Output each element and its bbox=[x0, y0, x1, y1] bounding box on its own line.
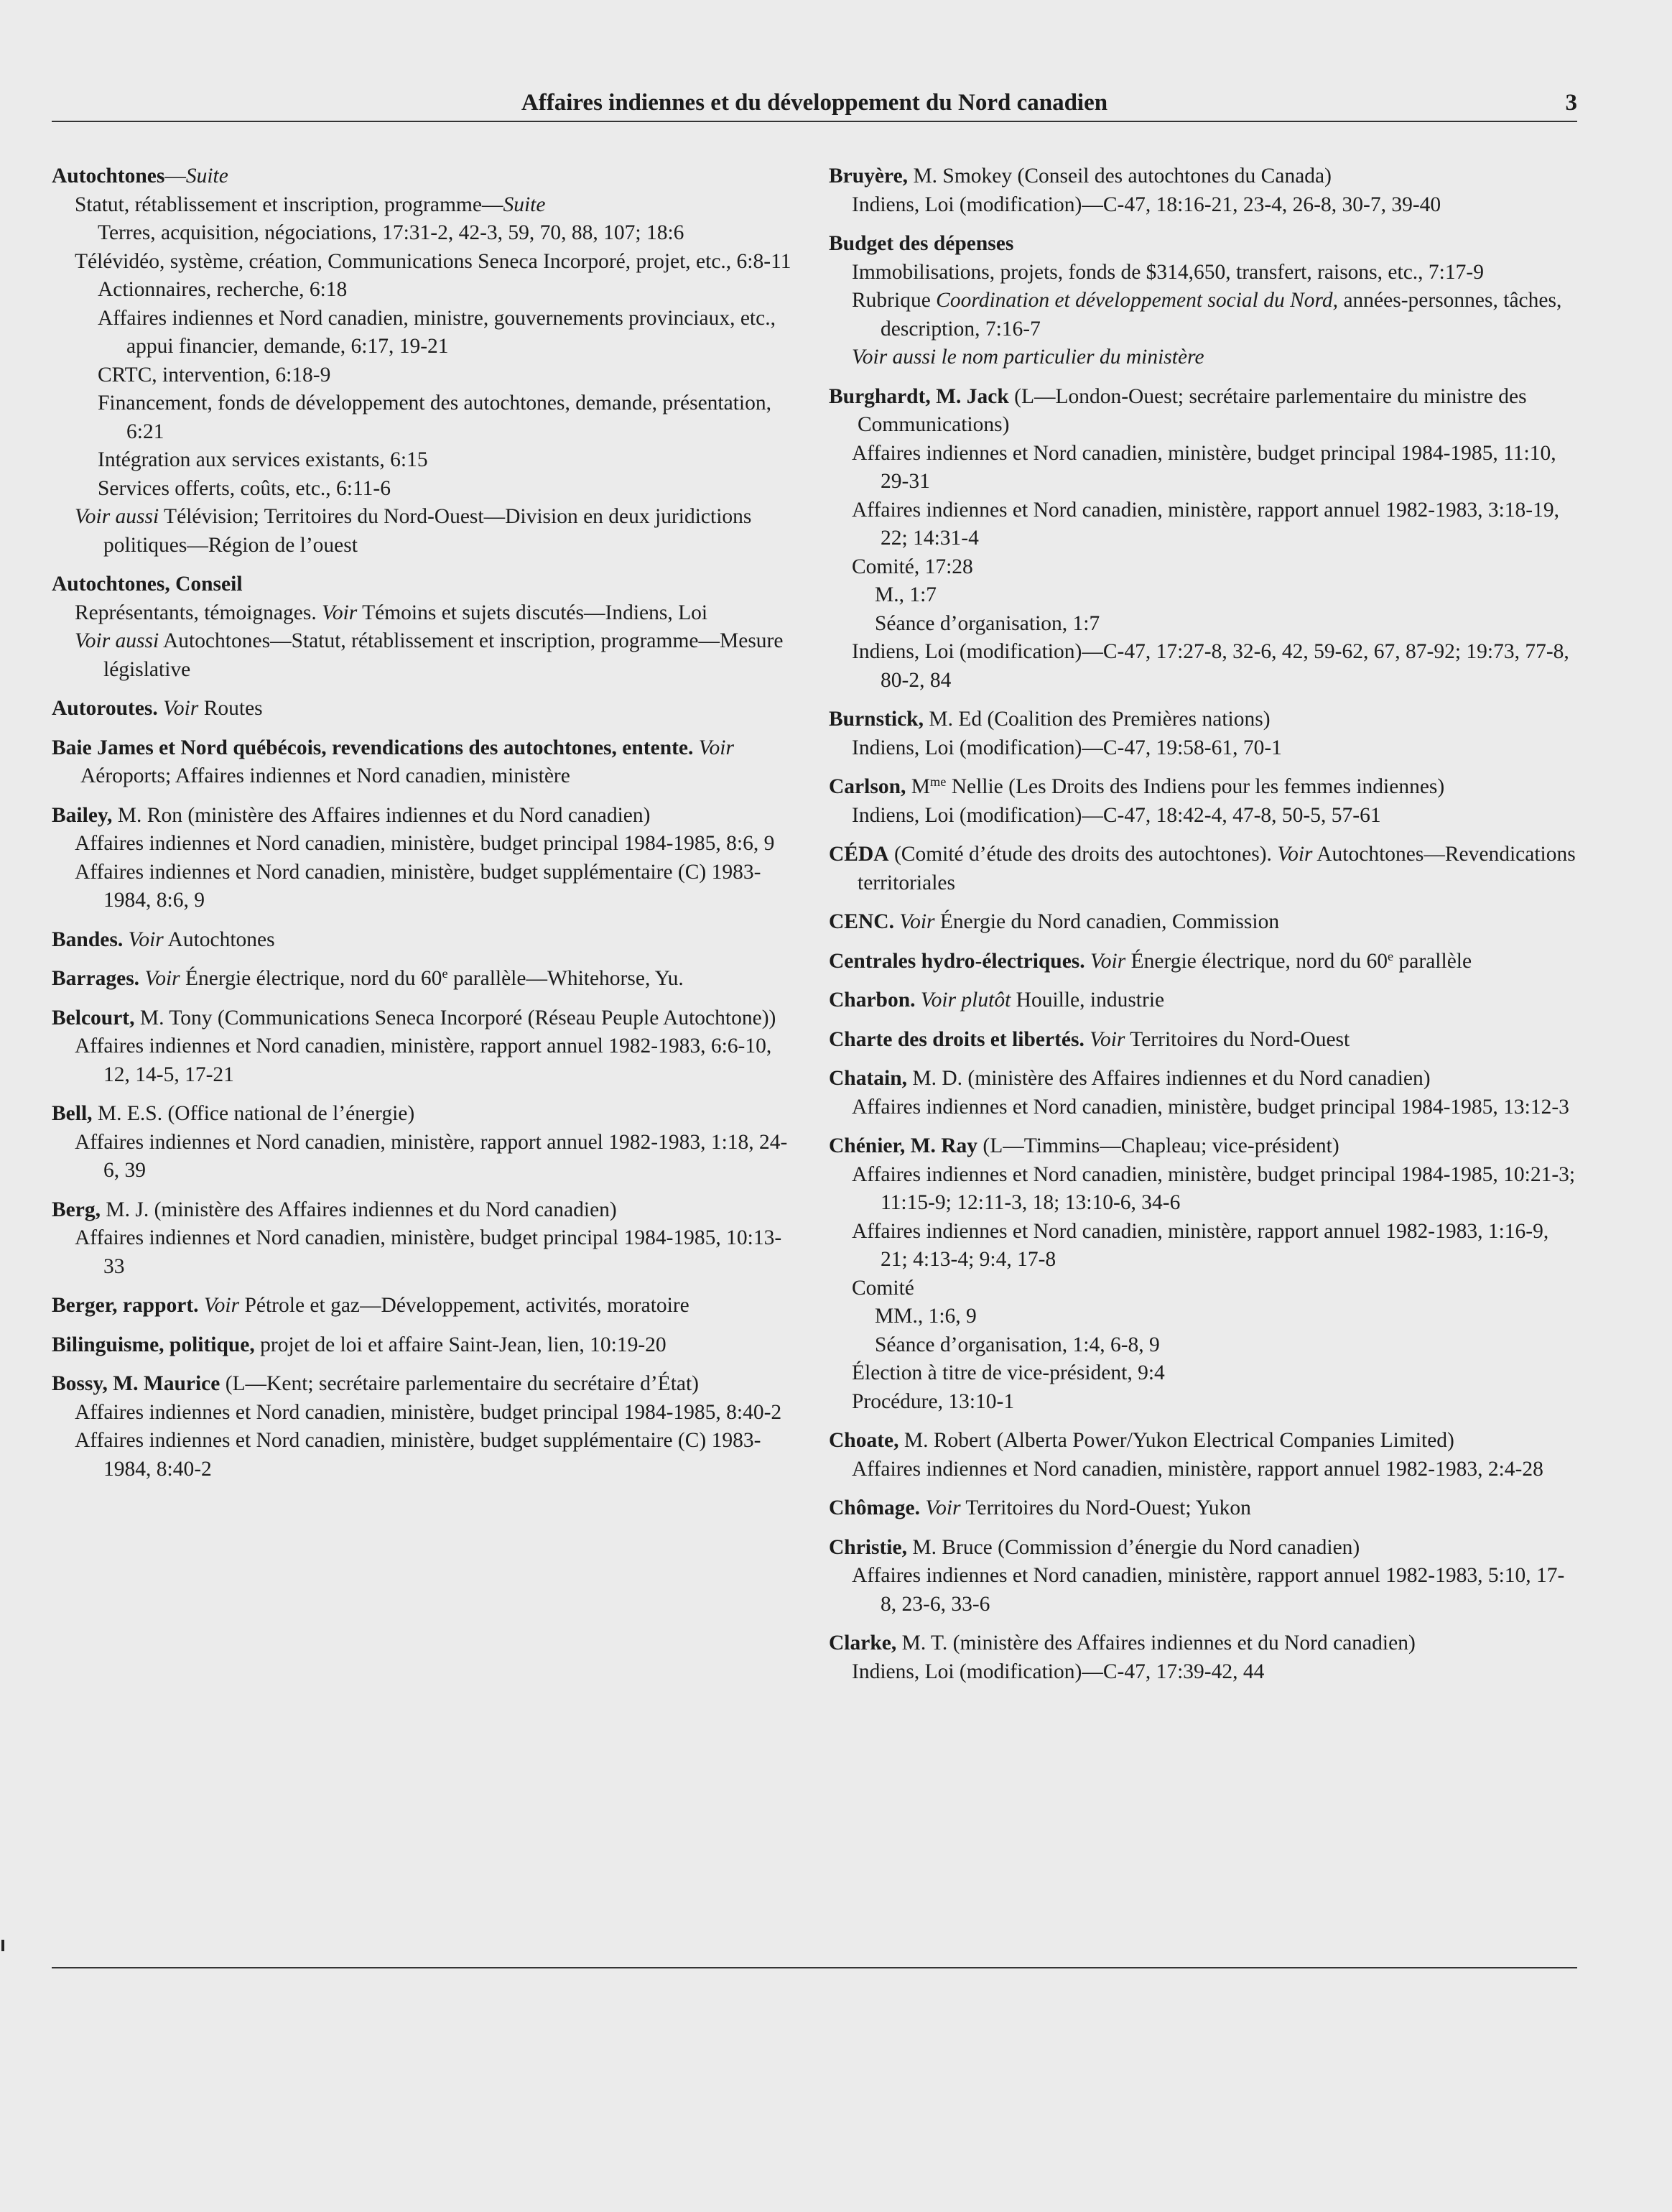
subentry: Comité, 17:28 bbox=[852, 555, 973, 578]
index-entry-clarke: Clarke, M. T. (ministère des Affaires indiennes et du Nord canadien) Indiens, Loi (modification)—C-47, 17:39-42, 44 bbox=[829, 1629, 1579, 1686]
subentry: Séance d’organisation, 1:4, 6-8, 9 bbox=[875, 1333, 1160, 1356]
subentry: Immobilisations, projets, fonds de $314,650, transfert, raisons, etc., 7:17-9 bbox=[852, 260, 1484, 284]
page-number: 3 bbox=[1565, 90, 1577, 116]
index-entry-ceda: CÉDA (Comité d’étude des droits des autochtones). Voir Autochtones—Revendications territoriales bbox=[829, 843, 1576, 894]
subentry: Comité bbox=[852, 1276, 914, 1300]
index-entry-bruyere: Bruyère, M. Smokey (Conseil des autochtones du Canada) Indiens, Loi (modification)—C-47, 18:16-21, 23-4, 26-8, 30-7, 39-40 bbox=[829, 162, 1579, 219]
subentry: Affaires indiennes et Nord canadien, ministère, budget principal 1984-1985, 10:21-3; 11:15-9; 12:11-3, 18; 13:10-6, 34-6 bbox=[852, 1162, 1576, 1214]
entry-heading: Bandes. bbox=[52, 927, 124, 951]
entry-heading: Bailey, bbox=[52, 803, 113, 827]
subentry: Indiens, Loi (modification)—C-47, 18:42-4, 47-8, 50-5, 57-61 bbox=[852, 803, 1381, 827]
index-entry-charte: Charte des droits et libertés. Voir Territoires du Nord-Ouest bbox=[829, 1027, 1350, 1051]
cross-reference: Voir aussi le nom particulier du ministère bbox=[852, 346, 1204, 369]
entry-heading: Budget des dépenses bbox=[829, 232, 1014, 255]
subentry: Indiens, Loi (modification)—C-47, 18:16-21, 23-4, 26-8, 30-7, 39-40 bbox=[852, 193, 1441, 216]
subentry: Représentants, témoignages. Voir Témoins et sujets discutés—Indiens, Loi bbox=[75, 601, 708, 624]
subentry: Services offerts, coûts, etc., 6:11-6 bbox=[98, 476, 391, 500]
index-entry-centrales: Centrales hydro-électriques. Voir Énergie électrique, nord du 60e parallèle bbox=[829, 948, 1472, 973]
subentry: Terres, acquisition, négociations, 17:31-2, 42-3, 59, 70, 88, 107; 18:6 bbox=[98, 221, 684, 244]
index-entry-autochtones-suite: Autochtones—Suite Statut, rétablissement et inscription, programme—Suite Terres, acquisition, négociations, 17:31-2, 42-3, 59, 70, 88, 107; 18:6 Télévidéo, système, création, Communications Seneca Incorporé, projet, etc., 6:8-11 Actionnaires, recherche, 6:18 Affaires indiennes et Nord canadien, ministre, gouvernements provinciaux, etc., appui financier, demande, 6:17, 19-21 CRTC, intervention, 6:18-9 Financement, fonds de développement des autochtones, demande, présentation, 6:21 Intégration aux services existants, 6:15 Services offerts, coûts, etc., 6:11-6 Voir aussi Télévision; Territoires du Nord-Ouest—Division en deux juridictions politiques—Région de l’ouest bbox=[52, 162, 799, 560]
subentry: Affaires indiennes et Nord canadien, ministère, budget supplémentaire (C) 1983-1984, 8:6, 9 bbox=[75, 860, 761, 912]
subentry: Procédure, 13:10-1 bbox=[852, 1389, 1015, 1413]
subentry: Indiens, Loi (modification)—C-47, 17:39-42, 44 bbox=[852, 1660, 1265, 1683]
subentry: Actionnaires, recherche, 6:18 bbox=[98, 278, 348, 301]
entry-heading: CENC. bbox=[829, 910, 894, 933]
subentry: Affaires indiennes et Nord canadien, ministère, rapport annuel 1982-1983, 2:4-28 bbox=[852, 1457, 1543, 1481]
subentry: Affaires indiennes et Nord canadien, ministère, budget principal 1984-1985, 8:6, 9 bbox=[75, 832, 775, 855]
right-column bbox=[829, 162, 1579, 1697]
cross-reference: Voir aussi Télévision; Territoires du Nord-Ouest—Division en deux juridictions politiques—Région de l’ouest bbox=[75, 505, 752, 557]
subentry: Affaires indiennes et Nord canadien, ministère, budget principal 1984-1985, 11:10, 29-31 bbox=[852, 441, 1556, 493]
index-entry-chomage: Chômage. Voir Territoires du Nord-Ouest; Yukon bbox=[829, 1496, 1251, 1519]
subentry: Intégration aux services existants, 6:15 bbox=[98, 448, 428, 471]
subentry: Affaires indiennes et Nord canadien, ministère, budget principal 1984-1985, 10:13-33 bbox=[75, 1226, 782, 1278]
footer-rule bbox=[52, 1967, 1577, 1968]
index-entry-cenc: CENC. Voir Énergie du Nord canadien, Commission bbox=[829, 910, 1280, 933]
entry-heading: Autochtones bbox=[52, 165, 165, 188]
entry-heading: Baie James et Nord québécois, revendications des autochtones, entente. bbox=[52, 736, 694, 759]
index-entry-bossy: Bossy, M. Maurice (L—Kent; secrétaire parlementaire du secrétaire d’État) Affaires indiennes et Nord canadien, ministère, budget principal 1984-1985, 8:40-2 Affaires indiennes et Nord canadien, ministère, budget supplémentaire (C) 1983-1984, 8:40-2 bbox=[52, 1370, 799, 1484]
entry-heading: Bruyère, bbox=[829, 165, 909, 188]
entry-heading: Bilinguisme, politique, bbox=[52, 1333, 255, 1356]
subentry: MM., 1:6, 9 bbox=[875, 1305, 977, 1328]
index-entry-baie-james: Baie James et Nord québécois, revendications des autochtones, entente. Voir Aéroports; Affaires indiennes et Nord canadien, ministère bbox=[52, 736, 734, 787]
index-entry-chatain: Chatain, M. D. (ministère des Affaires indiennes et du Nord canadien) Affaires indiennes et Nord canadien, ministère, budget principal 1984-1985, 13:12-3 bbox=[829, 1065, 1579, 1121]
index-entry-burnstick: Burnstick, M. Ed (Coalition des Premières nations) Indiens, Loi (modification)—C-47, 19:58-61, 70-1 bbox=[829, 705, 1579, 762]
index-entry-chenier: Chénier, M. Ray (L—Timmins—Chapleau; vice-président) Affaires indiennes et Nord canadien, ministère, budget principal 1984-1985, 10:21-3; 11:15-9; 12:11-3, 18; 13:10-6, 34-6 Affaires indiennes et Nord canadien, ministère, rapport annuel 1982-1983, 1:16-9, 21; 4:13-4; 9:4, 17-8 Comité MM., 1:6, 9 Séance d’organisation, 1:4, 6-8, 9 Élection à titre de vice-président, 9:4 Procédure, 13:10-1 bbox=[829, 1132, 1579, 1416]
entry-heading: Bell, bbox=[52, 1102, 93, 1125]
subentry: Affaires indiennes et Nord canadien, ministère, rapport annuel 1982-1983, 3:18-19, 22; 14:31-4 bbox=[852, 498, 1559, 550]
subentry: Rubrique Coordination et développement social du Nord, années-personnes, tâches, description, 7:16-7 bbox=[852, 289, 1562, 341]
index-entry-choate: Choate, M. Robert (Alberta Power/Yukon Electrical Companies Limited) Affaires indiennes et Nord canadien, ministère, rapport annuel 1982-1983, 2:4-28 bbox=[829, 1427, 1579, 1484]
header-rule bbox=[52, 121, 1577, 122]
entry-heading: Carlson, bbox=[829, 775, 906, 798]
entry-heading: Choate, bbox=[829, 1429, 899, 1452]
subentry: Télévidéo, système, création, Communications Seneca Incorporé, projet, etc., 6:8-11 bbox=[75, 249, 791, 273]
entry-heading: Charte des droits et libertés. bbox=[829, 1027, 1085, 1051]
subentry: Affaires indiennes et Nord canadien, ministère, rapport annuel 1982-1983, 1:16-9, 21; 4:13-4; 9:4, 17-8 bbox=[852, 1219, 1549, 1271]
subentry: Indiens, Loi (modification)—C-47, 19:58-61, 70-1 bbox=[852, 736, 1282, 759]
running-title: Affaires indiennes et du développement du Nord canadien bbox=[521, 90, 1108, 116]
subentry: M., 1:7 bbox=[875, 583, 937, 606]
index-entry-bilinguisme: Bilinguisme, politique, projet de loi et affaire Saint-Jean, lien, 10:19-20 bbox=[52, 1333, 667, 1356]
entry-heading: Christie, bbox=[829, 1535, 907, 1559]
subentry: Indiens, Loi (modification)—C-47, 17:27-8, 32-6, 42, 59-62, 67, 87-92; 19:73, 77-8, 80-2, 84 bbox=[852, 640, 1569, 692]
subentry: Affaires indiennes et Nord canadien, ministère, budget principal 1984-1985, 8:40-2 bbox=[75, 1400, 782, 1424]
entry-heading: Berg, bbox=[52, 1198, 101, 1221]
subentry: Élection à titre de vice-président, 9:4 bbox=[852, 1361, 1165, 1384]
entry-heading: Berger, rapport. bbox=[52, 1294, 199, 1317]
index-entry-bandes: Bandes. Voir Autochtones bbox=[52, 927, 275, 951]
subentry: Affaires indiennes et Nord canadien, ministère, rapport annuel 1982-1983, 6:6-10, 12, 14-5, 17-21 bbox=[75, 1035, 772, 1086]
subentry: Séance d’organisation, 1:7 bbox=[875, 611, 1100, 635]
entry-heading: Charbon. bbox=[829, 989, 916, 1012]
entry-heading: Autochtones, Conseil bbox=[52, 573, 243, 596]
index-entry-autoroutes: Autoroutes. Voir Routes bbox=[52, 697, 263, 720]
index-entry-burghardt: Burghardt, M. Jack (L—London-Ouest; secrétaire parlementaire du ministre des Communications) Affaires indiennes et Nord canadien, ministère, budget principal 1984-1985, 11:10, 29-31 Affaires indiennes et Nord canadien, ministère, rapport annuel 1982-1983, 3:18-19, 22; 14:31-4 Comité, 17:28 M., 1:7 Séance d’organisation, 1:7 Indiens, Loi (modification)—C-47, 17:27-8, 32-6, 42, 59-62, 67, 87-92; 19:73, 77-8, 80-2, 84 bbox=[829, 383, 1579, 695]
cross-reference: Voir aussi Autochtones—Statut, rétablissement et inscription, programme—Mesure législative bbox=[75, 629, 784, 681]
entry-heading: Bossy, M. Maurice bbox=[52, 1372, 220, 1395]
subentry: Statut, rétablissement et inscription, programme—Suite bbox=[75, 193, 546, 216]
page-header bbox=[52, 85, 1577, 121]
entry-heading: Centrales hydro-électriques. bbox=[829, 949, 1085, 973]
index-entry-budget bbox=[829, 230, 1579, 372]
scan-mark bbox=[1, 1940, 4, 1951]
subentry: Affaires indiennes et Nord canadien, ministre, gouvernements provinciaux, etc., appui financier, demande, 6:17, 19-21 bbox=[98, 306, 776, 358]
entry-heading: Clarke, bbox=[829, 1632, 897, 1655]
subentry: Affaires indiennes et Nord canadien, ministère, budget principal 1984-1985, 13:12-3 bbox=[852, 1095, 1569, 1119]
entry-heading: Belcourt, bbox=[52, 1006, 135, 1029]
index-entry-berger: Berger, rapport. Voir Pétrole et gaz—Développement, activités, moratoire bbox=[52, 1294, 689, 1317]
index-entry-carlson: Carlson, $M^{me}$ Nellie (Les Droits des Indiens pour les femmes indiennes) Indiens, Loi (modification)—C-47, 18:42-4, 47-8, 50-5, 57-61 bbox=[829, 773, 1579, 830]
entry-heading: Barrages. bbox=[52, 967, 140, 990]
entry-heading: Autoroutes. bbox=[52, 697, 158, 720]
entry-heading: Chénier, M. Ray bbox=[829, 1134, 978, 1157]
index-entry-christie: Christie, M. Bruce (Commission d’énergie du Nord canadien) Affaires indiennes et Nord canadien, ministère, rapport annuel 1982-1983, 5:10, 17-8, 23-6, 33-6 bbox=[829, 1534, 1579, 1619]
entry-heading: Chatain, bbox=[829, 1067, 908, 1090]
subentry: Affaires indiennes et Nord canadien, ministère, rapport annuel 1982-1983, 1:18, 24-6, 39 bbox=[75, 1130, 788, 1182]
left-column bbox=[52, 162, 799, 1494]
index-entry-belcourt: Belcourt, M. Tony (Communications Seneca Incorporé (Réseau Peuple Autochtone)) Affaires indiennes et Nord canadien, ministère, rapport annuel 1982-1983, 6:6-10, 12, 14-5, 17-21 bbox=[52, 1004, 799, 1090]
subentry: Affaires indiennes et Nord canadien, ministère, budget supplémentaire (C) 1983-1984, 8:40-2 bbox=[75, 1429, 761, 1481]
index-entry-barrages: Barrages. Voir Énergie électrique, nord du 60e parallèle—Whitehorse, Yu. bbox=[52, 966, 684, 990]
subentry: CRTC, intervention, 6:18-9 bbox=[98, 363, 331, 387]
index-entry-autochtones-conseil bbox=[52, 570, 799, 684]
index-entry-charbon: Charbon. Voir plutôt Houille, industrie bbox=[829, 989, 1165, 1012]
index-entry-bailey: Bailey, M. Ron (ministère des Affaires indiennes et du Nord canadien) Affaires indiennes et Nord canadien, ministère, budget principal 1984-1985, 8:6, 9 Affaires indiennes et Nord canadien, ministère, budget supplémentaire (C) 1983-1984, 8:6, 9 bbox=[52, 802, 799, 915]
entry-heading: Chômage. bbox=[829, 1496, 921, 1519]
entry-heading: Burnstick, bbox=[829, 708, 924, 731]
entry-heading: CÉDA bbox=[829, 843, 889, 866]
index-entry-bell: Bell, M. E.S. (Office national de l’énergie) Affaires indiennes et Nord canadien, ministère, rapport annuel 1982-1983, 1:18, 24-6, 39 bbox=[52, 1100, 799, 1185]
entry-heading: Burghardt, M. Jack bbox=[829, 384, 1009, 408]
subentry: Financement, fonds de développement des autochtones, demande, présentation, 6:21 bbox=[98, 392, 771, 443]
subentry: Affaires indiennes et Nord canadien, ministère, rapport annuel 1982-1983, 5:10, 17-8, 23-6, 33-6 bbox=[852, 1564, 1565, 1616]
index-entry-berg: Berg, M. J. (ministère des Affaires indiennes et du Nord canadien) Affaires indiennes et Nord canadien, ministère, budget principal 1984-1985, 10:13-33 bbox=[52, 1196, 799, 1282]
